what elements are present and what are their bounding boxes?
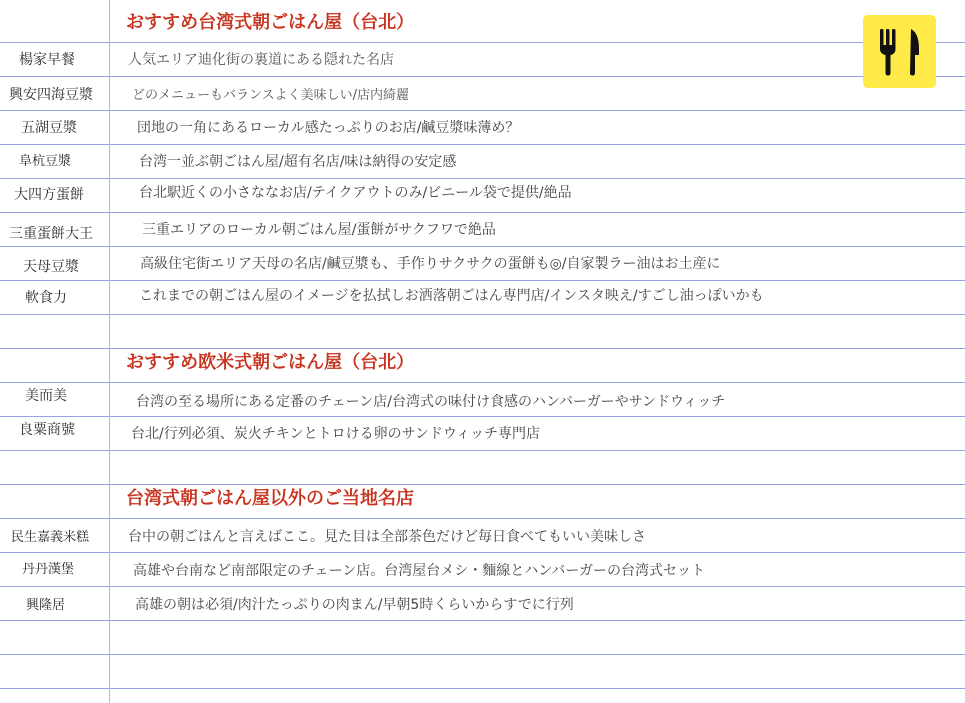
shop-name: 興安四海豆漿 xyxy=(9,87,93,103)
shop-description: 高雄の朝は必須/肉汁たっぷりの肉まん/早朝5時くらいからすでに行列 xyxy=(135,597,574,613)
section-heading-western-breakfast: おすすめ欧米式朝ごはん屋（台北） xyxy=(126,352,415,373)
ruled-line xyxy=(0,518,965,519)
ruled-line xyxy=(0,620,965,621)
shop-name: 三重蛋餅大王 xyxy=(9,226,93,242)
ruled-line xyxy=(0,212,965,213)
ruled-line xyxy=(0,348,965,349)
shop-description: 高級住宅街エリア天母の名店/鹹豆漿も、手作りサクサクの蛋餅も◎/自家製ラー油はお土産に xyxy=(140,256,721,272)
ruled-line xyxy=(0,416,965,417)
shop-name: 阜杭豆漿 xyxy=(19,154,72,169)
margin-line xyxy=(109,0,110,703)
shop-description: 台北駅近くの小さななお店/テイクアウトのみ/ビニール袋で提供/絶品 xyxy=(139,185,572,201)
ruled-line xyxy=(0,76,965,77)
shop-name: 天母豆漿 xyxy=(23,259,79,275)
shop-name: 民生嘉義米糕 xyxy=(11,530,90,545)
ruled-line xyxy=(0,42,965,43)
ruled-line xyxy=(0,586,965,587)
fork-knife-icon xyxy=(863,15,936,88)
shop-description: 台湾一並ぶ朝ごはん屋/超有名店/味は納得の安定感 xyxy=(139,154,457,170)
shop-name: 五湖豆漿 xyxy=(21,120,77,136)
ruled-line xyxy=(0,382,965,383)
shop-name: 丹丹漢堡 xyxy=(22,562,75,577)
shop-description: どのメニューもバランスよく美味しい/店内綺麗 xyxy=(132,88,409,103)
shop-name: 大四方蛋餅 xyxy=(14,187,84,203)
ruled-line xyxy=(0,484,965,485)
shop-name: 良粟商號 xyxy=(19,422,75,438)
shop-description: 高雄や台南など南部限定のチェーン店。台湾屋台メシ・麵線とハンバーガーの台湾式セット xyxy=(133,563,706,579)
ruled-line xyxy=(0,450,965,451)
shop-description: 団地の一角にあるローカル感たっぷりのお店/鹹豆漿味薄め？ xyxy=(137,120,520,136)
ruled-line xyxy=(0,144,965,145)
ruled-line xyxy=(0,280,965,281)
ruled-line xyxy=(0,314,965,315)
shop-description: 台中の朝ごはんと言えばここ。見た目は全部茶色だけど毎日食べてもいい美味しさ xyxy=(128,529,646,545)
ruled-line xyxy=(0,178,965,179)
shop-name: 軟食力 xyxy=(25,290,67,306)
shop-description: 三重エリアのローカル朝ごはん屋/蛋餅がサクフワで絶品 xyxy=(142,222,496,238)
section-heading-local-shops: 台湾式朝ごはん屋以外のご当地名店 xyxy=(126,488,414,509)
shop-name: 美而美 xyxy=(25,388,67,404)
ruled-line xyxy=(0,654,965,655)
shop-description: 台北/行列必須、炭火チキンとトロける卵のサンドウィッチ専門店 xyxy=(131,426,541,442)
shop-description: 台湾の至る場所にある定番のチェーン店/台湾式の味付け食感のハンバーガーやサンドウィッチ xyxy=(136,394,726,410)
ruled-line xyxy=(0,246,965,247)
restaurant-badge xyxy=(863,15,936,88)
section-heading-taiwan-breakfast: おすすめ台湾式朝ごはん屋（台北） xyxy=(126,12,415,33)
ruled-line xyxy=(0,688,965,689)
shop-description: これまでの朝ごはん屋のイメージを払拭しお洒落朝ごはん専門店/インスタ映え/すごし油っぽいかも xyxy=(139,288,764,304)
shop-name: 興隆居 xyxy=(26,598,66,613)
ruled-line xyxy=(0,552,965,553)
shop-name: 楊家早餐 xyxy=(19,52,75,68)
ruled-line xyxy=(0,110,965,111)
shop-description: 人気エリア迪化街の裏道にある隠れた名店 xyxy=(128,52,394,68)
